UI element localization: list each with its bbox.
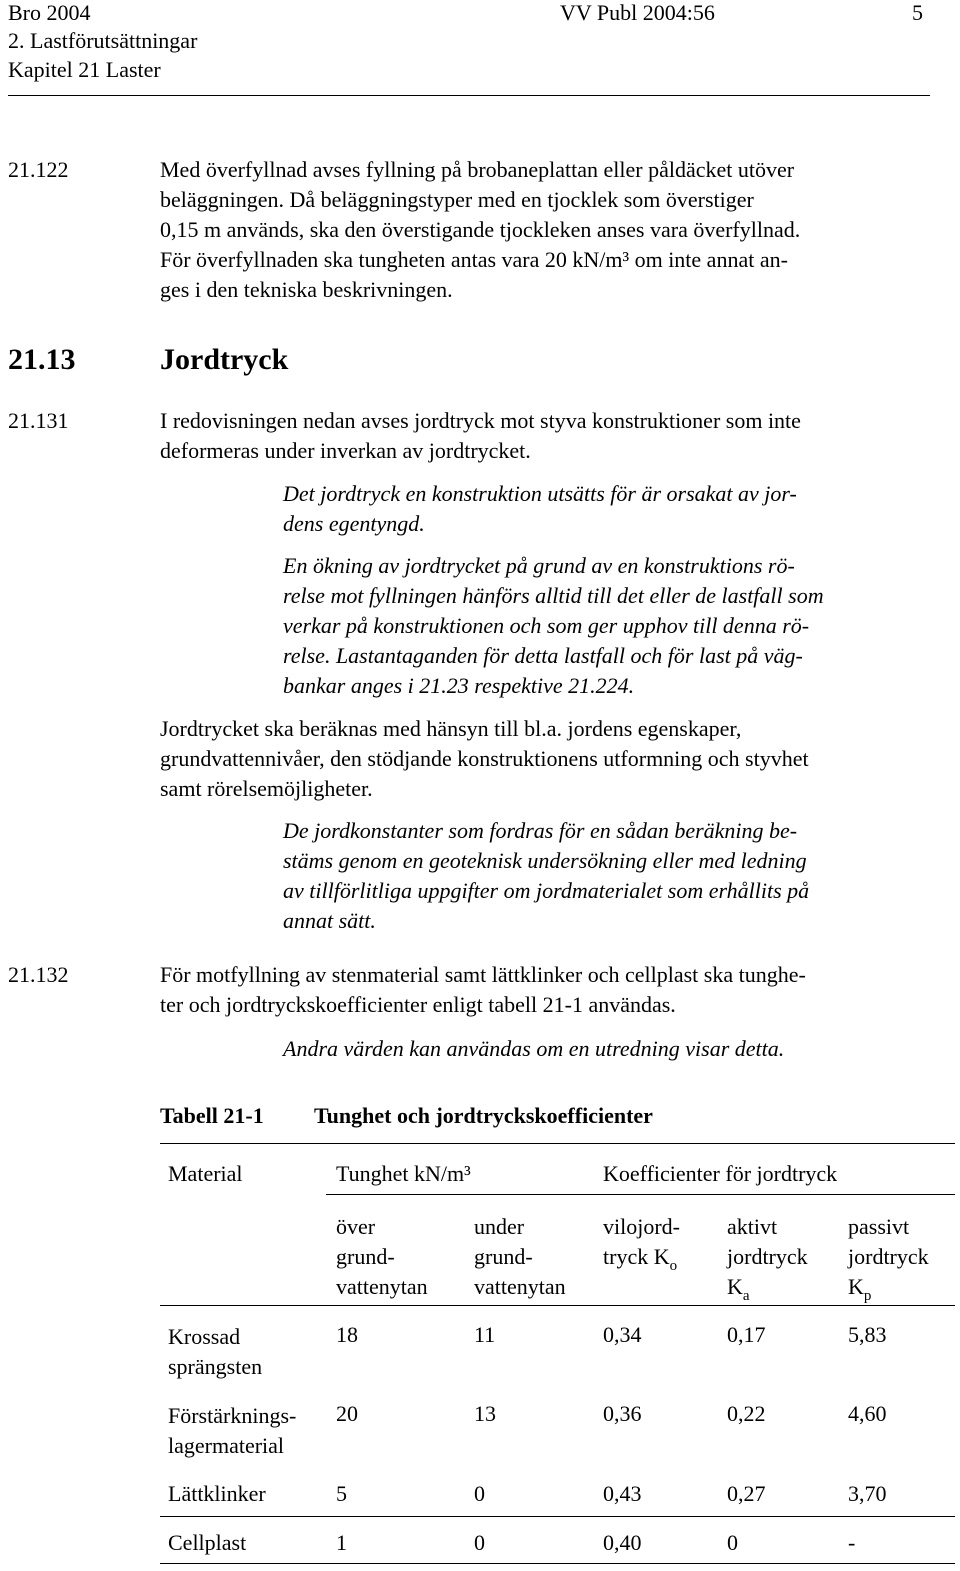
section-title: Jordtryck <box>160 343 289 376</box>
header-text: passivt <box>848 1214 910 1239</box>
paragraph-number: 21.132 <box>8 962 69 987</box>
cell-material: Cellplast <box>168 1530 247 1555</box>
header-text: över <box>336 1214 376 1239</box>
cell-over: 18 <box>336 1322 358 1347</box>
text-line: dens egentyngd. <box>283 511 425 536</box>
column-header-under-grundvattenytan <box>474 1212 566 1302</box>
text-line: ter och jordtryckskoefficienter enligt tabell 21-1 användas. <box>160 992 676 1017</box>
text-line: Med överfyllnad avses fyllning på brobaneplattan eller påldäcket utöver <box>160 157 795 182</box>
header-text: vilojord- <box>603 1214 680 1239</box>
cell-aktivt: 0,27 <box>727 1481 766 1506</box>
text-line: För motfyllning av stenmaterial samt lättklinker och cellplast ska tunghe- <box>160 962 806 987</box>
subscript: o <box>669 1258 678 1274</box>
text-line: De jordkonstanter som fordras för en sådan beräkning be- <box>283 818 798 843</box>
header-chapter: Kapitel 21 Laster <box>8 57 161 82</box>
row-divider <box>160 1516 955 1517</box>
header-text: K <box>848 1274 864 1299</box>
column-header-material: Material <box>168 1161 243 1186</box>
header-text: under <box>474 1214 525 1239</box>
table-title: Tunghet och jordtryckskoefficienter <box>314 1103 653 1128</box>
text-line: Jordtrycket ska beräknas med hänsyn till bl.a. jordens egenskaper, <box>160 716 742 741</box>
cell-text: Förstärknings- <box>168 1403 297 1428</box>
header-bottom-rule <box>160 1305 955 1306</box>
page-number: 5 <box>912 0 923 25</box>
text-line: En ökning av jordtrycket på grund av en konstruktions rö- <box>283 553 795 578</box>
text-line: grundvattennivåer, den stödjande konstruktionens utformning och styvhet <box>160 746 809 771</box>
header-text: aktivt <box>727 1214 778 1239</box>
column-header-vilojordtryck <box>603 1212 680 1275</box>
header-text: vattenytan <box>336 1274 428 1299</box>
cell-vilo: 0,34 <box>603 1322 642 1347</box>
cell-vilo: 0,36 <box>603 1401 642 1426</box>
header-publication: VV Publ 2004:56 <box>560 0 715 25</box>
header-text: jordtryck <box>727 1244 808 1269</box>
subscript: p <box>863 1288 872 1304</box>
cell-under: 11 <box>474 1322 496 1347</box>
text-line: stäms genom en geoteknisk undersökning eller med ledning <box>283 848 807 873</box>
paragraph-number: 21.131 <box>8 408 69 433</box>
column-header-koefficienter: Koefficienter för jordtryck <box>603 1161 838 1186</box>
cell-text: Krossad <box>168 1324 241 1349</box>
cell-passivt: 4,60 <box>848 1401 887 1426</box>
cell-under: 0 <box>474 1481 485 1506</box>
cell-aktivt: 0 <box>727 1530 738 1555</box>
header-text: grund- <box>336 1244 395 1269</box>
text-line: relse. Lastantaganden för detta lastfall och för last på väg- <box>283 643 803 668</box>
cell-material <box>168 1322 262 1382</box>
table-label: Tabell 21-1 <box>160 1103 264 1128</box>
section-number: 21.13 <box>8 343 76 376</box>
header-text: jordtryck <box>848 1244 929 1269</box>
cell-over: 1 <box>336 1530 347 1555</box>
text-line: verkar på konstruktionen och som ger upphov till denna rö- <box>283 613 810 638</box>
table-bottom-rule <box>160 1563 955 1564</box>
cell-passivt: 3,70 <box>848 1481 887 1506</box>
header-text: grund- <box>474 1244 533 1269</box>
column-header-tunghet: Tunghet kN/m³ <box>336 1161 471 1186</box>
text-line: I redovisningen nedan avses jordtryck mot styva konstruktioner som inte <box>160 408 801 433</box>
text-line: av tillförlitliga uppgifter om jordmaterialet som erhållits på <box>283 878 810 903</box>
cell-vilo: 0,43 <box>603 1481 642 1506</box>
text-line: relse mot fyllningen hänförs alltid till det eller de lastfall som <box>283 583 824 608</box>
cell-passivt: - <box>848 1530 856 1555</box>
column-header-passivt-jordtryck <box>848 1212 929 1305</box>
text-line: ges i den tekniska beskrivningen. <box>160 277 453 302</box>
cell-under: 0 <box>474 1530 485 1555</box>
header-text: K <box>727 1274 743 1299</box>
cell-vilo: 0,40 <box>603 1530 642 1555</box>
text-line: samt rörelsemöjligheter. <box>160 776 373 801</box>
cell-under: 13 <box>474 1401 496 1426</box>
text-line: bankar anges i 21.23 respektive 21.224. <box>283 673 635 698</box>
text-line: Det jordtryck en konstruktion utsätts för är orsakat av jor- <box>283 481 797 506</box>
header-text: vattenytan <box>474 1274 566 1299</box>
cell-aktivt: 0,17 <box>727 1322 766 1347</box>
header-document-type: Bro 2004 <box>8 0 91 25</box>
subscript: a <box>742 1288 750 1304</box>
header-chapter-section: 2. Lastförutsättningar <box>8 28 198 53</box>
cell-aktivt: 0,22 <box>727 1401 766 1426</box>
commentary-note: Andra värden kan användas om en utredning visar detta. <box>283 1036 785 1061</box>
cell-material <box>168 1401 296 1461</box>
cell-over: 5 <box>336 1481 347 1506</box>
text-line: beläggningen. Då beläggningstyper med en tjocklek som överstiger <box>160 187 754 212</box>
header-divider <box>8 95 930 96</box>
text-line: 0,15 m används, ska den överstigande tjockleken anses vara överfyllnad. <box>160 217 801 242</box>
header-text <box>848 1272 929 1305</box>
text-line: deformeras under inverkan av jordtrycket. <box>160 438 531 463</box>
cell-material: Lättklinker <box>168 1481 266 1506</box>
header-group-rule <box>326 1194 955 1195</box>
cell-text: lagermaterial <box>168 1433 285 1458</box>
cell-text: sprängsten <box>168 1354 263 1379</box>
header-text: tryck K <box>603 1244 670 1269</box>
text-line: annat sätt. <box>283 908 376 933</box>
paragraph-number: 21.122 <box>8 157 69 182</box>
column-header-over-grundvattenytan <box>336 1212 428 1302</box>
table-top-rule <box>160 1143 955 1144</box>
cell-passivt: 5,83 <box>848 1322 887 1347</box>
text-line: För överfyllnaden ska tungheten antas vara 20 kN/m³ om inte annat an- <box>160 247 788 272</box>
header-text <box>727 1272 808 1305</box>
cell-over: 20 <box>336 1401 358 1426</box>
column-header-aktivt-jordtryck <box>727 1212 808 1305</box>
header-text <box>603 1242 680 1275</box>
